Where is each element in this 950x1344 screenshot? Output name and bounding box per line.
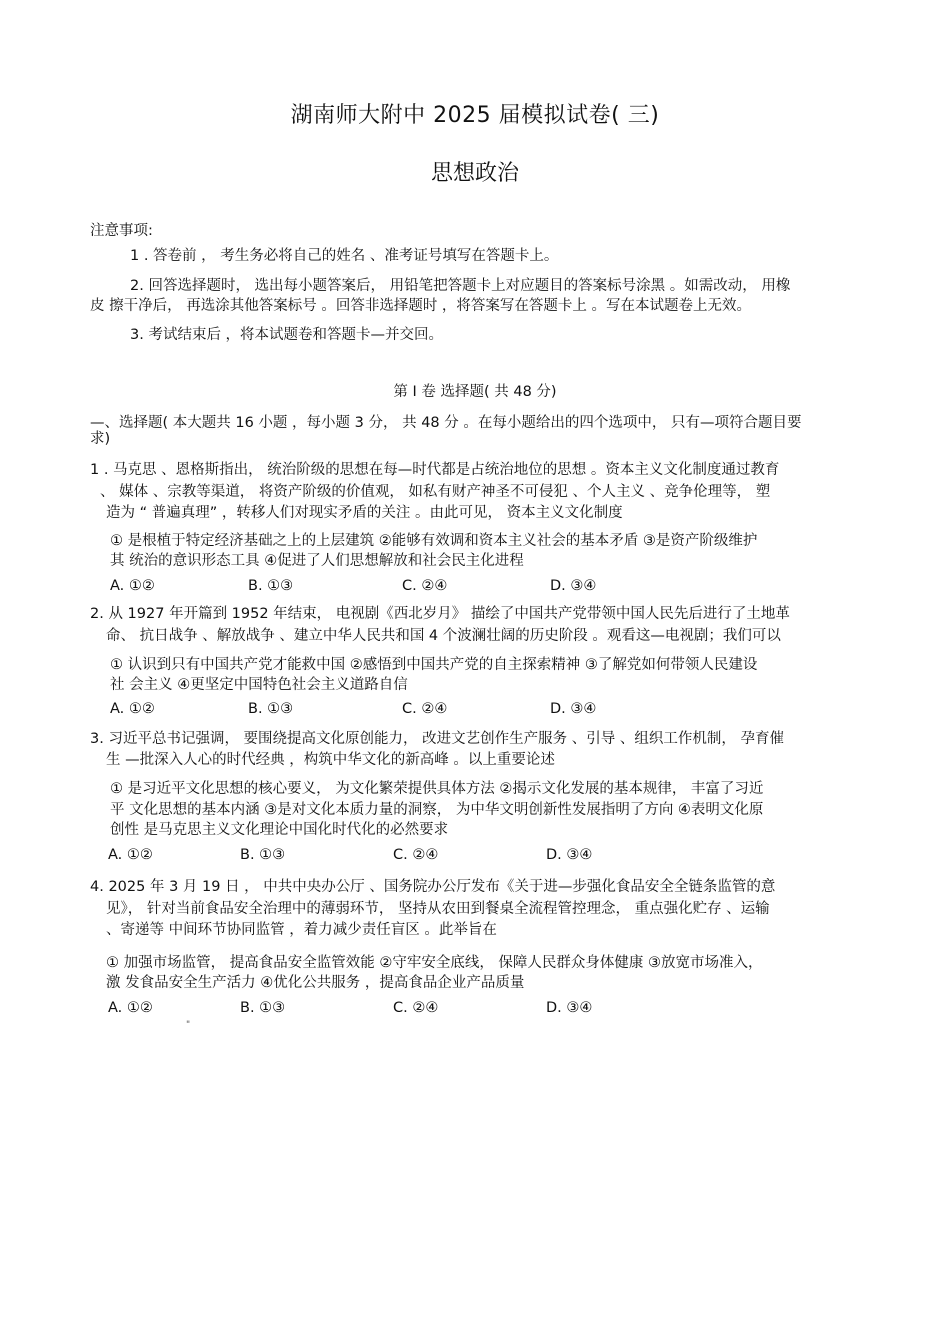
question-2-option-c: C. ②④ xyxy=(402,701,448,717)
question-1-items-line-1: ① 是根植于特定经济基础之上的上层建筑 ②能够有效调和资本主义社会的基本矛盾 ③是资产阶级维护 xyxy=(110,533,758,549)
exam-title: 湖南师大附中 2025 届模拟试卷( 三) xyxy=(290,103,660,128)
question-3-items-line-3: 创性 是马克思主义文化理论中国化时代化的必然要求 xyxy=(110,822,449,838)
notice-item-1: 1 . 答卷前 ， 考生务必将自己的姓名 、准考证号填写在答题卡上。 xyxy=(130,248,559,264)
question-2-items-line-2: 社 会主义 ④更坚定中国特色社会主义道路自信 xyxy=(110,677,408,693)
question-2-stem-line-1: 2. 从 1927 年开篇到 1952 年结束， 电视剧《西北岁月》 描绘了中国共产党带领中国人民先后进行了土地革 xyxy=(90,606,790,622)
stray-mark: " xyxy=(186,1020,191,1030)
question-4-items-line-2: 激 发食品安全生产活力 ④优化公共服务 ，提高食品企业产品质量 xyxy=(106,975,525,991)
question-2-option-d: D. ③④ xyxy=(550,701,597,717)
question-4-stem-line-1: 4. 2025 年 3 月 19 日 ， 中共中央办公厅 、国务院办公厅发布《关于进—步强化食品安全全链条监管的意 xyxy=(90,879,776,895)
question-2-stem-line-2: 命、 抗日战争 、解放战争 、建立中华人民共和国 4 个波澜壮阔的历史阶段 。观看这—电视剧；我们可以 xyxy=(106,628,781,644)
question-4-stem-line-3: 、寄递等 中间环节协同监管 ，着力减少责任盲区 。此举旨在 xyxy=(106,922,497,938)
question-4-option-a: A. ①② xyxy=(108,1000,153,1016)
question-4-stem-line-2: 见》， 针对当前食品安全治理中的薄弱环节， 坚持从农田到餐桌全流程管控理念， 重点强化贮存 、运输 xyxy=(106,901,770,917)
question-1-stem-line-1: 1 . 马克思 、恩格斯指出， 统治阶级的思想在每—时代都是占统治地位的思想 。资本主义文化制度通过教育 xyxy=(90,462,780,478)
question-4-option-d: D. ③④ xyxy=(546,1000,593,1016)
section-instruction-line-2: 求) xyxy=(90,431,111,447)
question-1-option-a: A. ①② xyxy=(110,578,155,594)
question-3-option-a: A. ①② xyxy=(108,847,153,863)
question-3-option-c: C. ②④ xyxy=(393,847,439,863)
notice-item-2-line-1: 2. 回答选择题时， 选出每小题答案后， 用铅笔把答题卡上对应题目的答案标号涂黑 。如需改动， 用橡 xyxy=(130,278,791,294)
question-3-option-b: B. ①③ xyxy=(240,847,286,863)
notice-item-2-line-2: 皮 擦干净后， 再选涂其他答案标号 。回答非选择题时 ，将答案写在答题卡上 。写在本试题卷上无效。 xyxy=(90,298,752,314)
question-1-option-c: C. ②④ xyxy=(402,578,448,594)
question-4-option-b: B. ①③ xyxy=(240,1000,286,1016)
notice-heading: 注意事项: xyxy=(90,223,153,239)
section-heading: 第 Ⅰ 卷 选择题( 共 48 分) xyxy=(393,384,557,400)
question-3-option-d: D. ③④ xyxy=(546,847,593,863)
question-3-items-line-2: 平 文化思想的基本内涵 ③是对文化本质力量的洞察， 为中华文明创新性发展指明了方向 ④表明文化原 xyxy=(110,802,764,818)
subject-title: 思想政治 xyxy=(430,161,519,186)
question-1-stem-line-3: 造为 “ 普遍真理” ，转移人们对现实矛盾的关注 。由此可见， 资本主义文化制度 xyxy=(106,505,623,521)
question-4-items-line-1: ① 加强市场监管， 提高食品安全监管效能 ②守牢安全底线， 保障人民群众身体健康 ③放宽市场准入， xyxy=(106,955,763,971)
question-2-items-line-1: ① 认识到只有中国共产党才能救中国 ②感悟到中国共产党的自主探索精神 ③了解党如何带领人民建设 xyxy=(110,657,758,673)
question-1-option-d: D. ③④ xyxy=(550,578,597,594)
question-2-option-a: A. ①② xyxy=(110,701,155,717)
question-4-option-c: C. ②④ xyxy=(393,1000,439,1016)
question-3-stem-line-1: 3. 习近平总书记强调， 要围绕提高文化原创能力， 改进文艺创作生产服务 、引导 、组织工作机制， 孕育催 xyxy=(90,731,784,747)
section-instruction-line-1: —、选择题( 本大题共 16 小题 ，每小题 3 分， 共 48 分 。在每小题给出的四个选项中， 只有—项符合题目要 xyxy=(90,415,802,431)
question-1-option-b: B. ①③ xyxy=(248,578,294,594)
notice-item-3: 3. 考试结束后 ，将本试题卷和答题卡—并交回。 xyxy=(130,327,444,343)
question-3-stem-line-2: 生 —批深入人心的时代经典 ，构筑中华文化的新高峰 。以上重要论述 xyxy=(106,752,555,768)
question-1-stem-line-2: 、 媒体 、宗教等渠道， 将资产阶级的价值观， 如私有财产神圣不可侵犯 、个人主义 、竞争伦理等， 塑 xyxy=(100,484,771,500)
question-1-items-line-2: 其 统治的意识形态工具 ④促进了人们思想解放和社会民主化进程 xyxy=(110,553,524,569)
question-2-option-b: B. ①③ xyxy=(248,701,294,717)
question-3-items-line-1: ① 是习近平文化思想的核心要义， 为文化繁荣提供具体方法 ②揭示文化发展的基本规律， 丰富了习近 xyxy=(110,781,764,797)
